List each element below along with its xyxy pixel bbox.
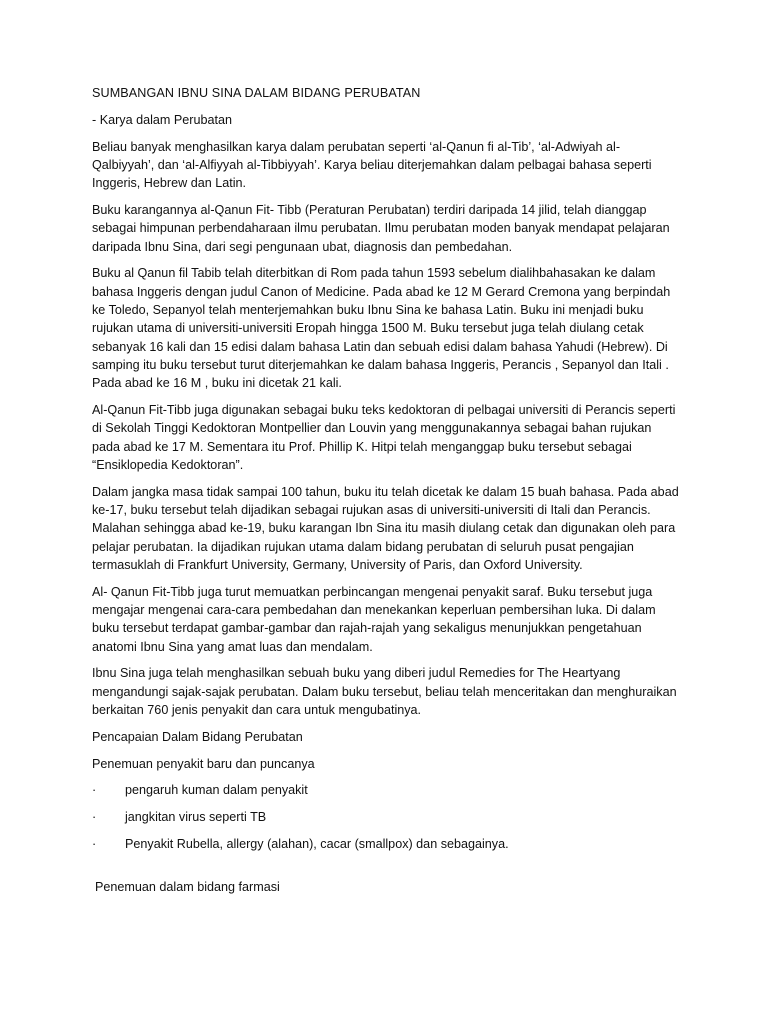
list-item-text: pengaruh kuman dalam penyakit bbox=[125, 783, 308, 798]
bullet-mark: · bbox=[92, 810, 97, 825]
list-item bbox=[92, 808, 682, 826]
spacer bbox=[92, 862, 682, 878]
section-heading: - Karya dalam Perubatan bbox=[92, 112, 233, 127]
document-title: SUMBANGAN IBNU SINA DALAM BIDANG PERUBATAN bbox=[92, 86, 421, 100]
paragraph: Al- Qanun Fit-Tibb juga turut memuatkan perbincangan mengenai penyakit saraf. Buku tersebut juga mengajar mengenai cara-cara pembedahan dan menekankan keperluan pembersihan luka. Di dalam buku tersebut terdapat gambar-gambar dan rajah-rajah yang sekaligus menunjukkan pengetahuan anatomi Ibnu Sina yang amat luas dan mendalam. bbox=[92, 584, 656, 654]
list-item-text: jangkitan virus seperti TB bbox=[125, 810, 267, 825]
paragraph: Al-Qanun Fit-Tibb juga digunakan sebagai buku teks kedoktoran di pelbagai universiti di Perancis seperti di Sekolah Tinggi Kedoktoran Montpellier dan Louvin yang menggunakannya sebagai bahan rujukan pada abad ke 17 M. Sementara itu Prof. Phillip K. Hitpi telah menganggap buku tersebut sebagai “Ensiklopedia Kedoktoran”. bbox=[92, 402, 676, 472]
paragraph: Buku al Qanun fil Tabib telah diterbitkan di Rom pada tahun 1593 sebelum dialihbahasakan ke dalam bahasa Inggeris dengan judul Canon of Medicine. Pada abad ke 12 M Gerard Cremona yang berpindah ke Toledo, Sepanyol telah menterjemahkan buku Ibnu Sina ke bahasa Latin. Buku ini menjadi buku rujukan utama di universiti-universiti Eropah hingga 1500 M. Buku tersebut juga telah diulang cetak sebanyak 16 kali dan 15 edisi dalam bahasa Latin dan sebuah edisi dalam bahasa Yahudi (Hebrew). Di samping itu buku tersebut turut diterjemahkan ke dalam bahasa Inggeris, Perancis , Sepanyol dan Itali . Pada abad ke 16 M , buku ini dicetak 21 kali. bbox=[92, 266, 671, 391]
paragraph: Beliau banyak menghasilkan karya dalam perubatan seperti ‘al-Qanun fi al-Tib’, ‘al-Adwiyah al-Qalbiyyah’, dan ‘al-Alfiyyah al-Tibbiyyah’. Karya beliau diterjemahkan dalam pelbagai bahasa seperti Inggeris, Hebrew dan Latin. bbox=[92, 139, 652, 191]
list-item bbox=[92, 781, 682, 799]
document-page bbox=[92, 84, 682, 904]
bullet-mark: · bbox=[92, 783, 97, 798]
discovery-heading: Penemuan penyakit baru dan puncanya bbox=[92, 756, 315, 771]
paragraph: Dalam jangka masa tidak sampai 100 tahun, buku itu telah dicetak ke dalam 15 buah bahasa. Pada abad ke-17, buku tersebut telah dijadikan sebagai rujukan asas di universiti-universiti di Itali dan Perancis. Malahan sehingga abad ke-19, buku karangan Ibn Sina itu masih diulang cetak dan digunakan oleh para pelajar perubatan. Ia dijadikan rujukan utama dalam bidang perubatan di seluruh pusat pengajian termasuklah di Frankfurt University, Germany, University of Paris, dan Oxford University. bbox=[92, 484, 679, 572]
list-item bbox=[92, 835, 682, 853]
paragraph: Ibnu Sina juga telah menghasilkan sebuah buku yang diberi judul Remedies for The Heartyang mengandungi sajak-sajak perubatan. Dalam buku tersebut, beliau telah menceritakan dan menghuraikan berkaitan 760 jenis penyakit dan cara untuk mengubatinya. bbox=[92, 666, 677, 717]
pharmacy-heading: Penemuan dalam bidang farmasi bbox=[95, 879, 280, 894]
achievement-heading: Pencapaian Dalam Bidang Perubatan bbox=[92, 729, 303, 744]
list-item-text: Penyakit Rubella, allergy (alahan), cacar (smallpox) dan sebagainya. bbox=[125, 836, 509, 851]
paragraph: Buku karangannya al-Qanun Fit- Tibb (Peraturan Perubatan) terdiri daripada 14 jilid, telah dianggap sebagai himpunan perbendaharaan ilmu perubatan. Ilmu perubatan moden banyak mendapat pelajaran daripada Ibnu Sina, dari segi pengunaan ubat, diagnosis dan pembedahan. bbox=[92, 202, 670, 254]
bullet-mark: · bbox=[92, 836, 97, 851]
